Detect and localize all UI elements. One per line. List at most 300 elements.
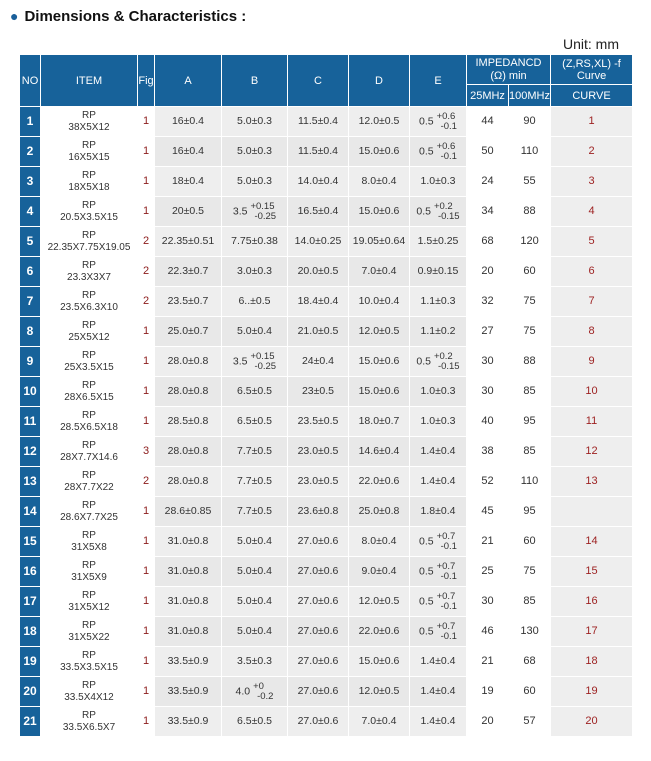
dim-e-cell-tolerance: [437, 622, 457, 642]
dim-e-cell: 1.1±0.3: [410, 287, 467, 317]
impedance-25mhz-cell: 38: [467, 437, 509, 467]
dim-d-cell: 19.05±0.64: [349, 227, 410, 257]
fig-cell: 2: [138, 287, 155, 317]
dim-c-cell: 14.0±0.4: [288, 167, 349, 197]
impedance-25mhz-cell: 19: [467, 677, 509, 707]
impedance-100mhz-cell: 90: [509, 107, 551, 137]
impedance-100mhz-cell: 95: [509, 497, 551, 527]
row-number: 15: [20, 527, 41, 557]
curve-cell: 9: [551, 347, 633, 377]
item-series: RP: [82, 379, 96, 391]
dim-e-cell: [410, 347, 467, 377]
fig-cell: 3: [138, 437, 155, 467]
table-row: [20, 287, 633, 317]
dim-c-cell: 21.0±0.5: [288, 317, 349, 347]
item-series: RP: [82, 649, 96, 661]
table-row: [20, 107, 633, 137]
col-b-header: B: [222, 55, 288, 107]
dim-d-cell: 25.0±0.8: [349, 497, 410, 527]
item-series: RP: [82, 169, 96, 181]
item-cell: [41, 707, 138, 737]
row-number: 7: [20, 287, 41, 317]
dim-a-cell: 22.35±0.51: [155, 227, 222, 257]
dim-c-cell: 27.0±0.6: [288, 527, 349, 557]
dim-e-cell-base: 0.5: [419, 535, 434, 547]
item-series: RP: [82, 679, 96, 691]
dim-e-cell-tolerance: [437, 112, 457, 132]
dim-c-cell: 18.4±0.4: [288, 287, 349, 317]
dim-a-cell: 33.5±0.9: [155, 647, 222, 677]
col-a-header: A: [155, 55, 222, 107]
dim-e-cell: 1.8±0.4: [410, 497, 467, 527]
item-series: RP: [82, 439, 96, 451]
item-series: RP: [82, 589, 96, 601]
dim-e-cell: 1.4±0.4: [410, 707, 467, 737]
item-cell: [41, 287, 138, 317]
dim-c-cell: 14.0±0.25: [288, 227, 349, 257]
dim-b-cell: [222, 677, 288, 707]
impedance-100mhz-cell: 55: [509, 167, 551, 197]
table-row: [20, 197, 633, 227]
fig-cell: 1: [138, 707, 155, 737]
curve-cell: 4: [551, 197, 633, 227]
dim-a-cell: 33.5±0.9: [155, 677, 222, 707]
item-series: RP: [82, 259, 96, 271]
impedance-25mhz-cell: 30: [467, 347, 509, 377]
item-cell: [41, 107, 138, 137]
curve-cell: 17: [551, 617, 633, 647]
item-size: 23.5X6.3X10: [60, 301, 118, 313]
dim-b-cell: 5.0±0.4: [222, 557, 288, 587]
table-row: [20, 167, 633, 197]
dim-d-cell: 7.0±0.4: [349, 707, 410, 737]
dim-e-cell: [410, 557, 467, 587]
dim-e-cell: [410, 197, 467, 227]
dim-a-cell: 31.0±0.8: [155, 617, 222, 647]
item-cell: [41, 467, 138, 497]
fig-cell: 1: [138, 677, 155, 707]
dim-d-cell: 8.0±0.4: [349, 527, 410, 557]
impedance-100mhz-cell: 85: [509, 377, 551, 407]
item-size: 28X7.7X22: [64, 481, 114, 493]
curve-cell: 6: [551, 257, 633, 287]
col-no-header: NO: [20, 55, 41, 107]
dim-c-cell: 27.0±0.6: [288, 677, 349, 707]
impedance-100mhz-cell: 120: [509, 227, 551, 257]
row-number: 16: [20, 557, 41, 587]
curve-cell: 8: [551, 317, 633, 347]
dim-e-cell: 1.4±0.4: [410, 437, 467, 467]
item-size: 18X5X18: [68, 181, 110, 193]
dim-a-cell: 33.5±0.9: [155, 707, 222, 737]
impedance-100mhz-cell: 88: [509, 197, 551, 227]
curve-cell: 10: [551, 377, 633, 407]
row-number: 21: [20, 707, 41, 737]
dim-c-cell: 23.0±0.5: [288, 437, 349, 467]
impedance-25mhz-cell: 25: [467, 557, 509, 587]
dim-a-cell: 28.6±0.85: [155, 497, 222, 527]
item-cell: [41, 527, 138, 557]
item-cell: [41, 647, 138, 677]
dim-d-cell: 10.0±0.4: [349, 287, 410, 317]
dim-b-cell-tol-upper: +0: [253, 680, 264, 692]
item-cell: [41, 377, 138, 407]
item-series: RP: [82, 199, 96, 211]
fig-cell: 1: [138, 587, 155, 617]
dim-b-cell: 5.0±0.3: [222, 137, 288, 167]
impedance-header: [467, 55, 551, 85]
table-row: [20, 137, 633, 167]
curve-cell: 3: [551, 167, 633, 197]
impedance-100mhz-cell: 85: [509, 437, 551, 467]
dim-d-cell: 22.0±0.6: [349, 467, 410, 497]
dim-b-cell: 7.7±0.5: [222, 467, 288, 497]
row-number: 17: [20, 587, 41, 617]
impedance-100mhz-cell: 88: [509, 347, 551, 377]
dim-b-cell: 6.5±0.5: [222, 407, 288, 437]
dim-e-cell-tol-lower: -0.15: [437, 210, 460, 222]
dim-a-cell: 28.5±0.8: [155, 407, 222, 437]
item-series: RP: [82, 409, 96, 421]
item-cell: [41, 317, 138, 347]
item-cell: [41, 347, 138, 377]
item-cell: [41, 587, 138, 617]
item-cell: [41, 257, 138, 287]
col-curve-header: CURVE: [551, 85, 633, 107]
dim-b-cell-base: 3.5: [232, 205, 248, 217]
fig-cell: 2: [138, 467, 155, 497]
dim-b-cell-tolerance: [250, 352, 276, 372]
curve-cell: 1: [551, 107, 633, 137]
dim-b-cell-base: 4.0: [235, 685, 251, 697]
dim-e-cell-base: 0.5: [416, 355, 432, 367]
dim-e-cell-base: 0.5: [419, 115, 434, 127]
curve-cell: 7: [551, 287, 633, 317]
dim-b-cell: 3.0±0.3: [222, 257, 288, 287]
dim-e-cell: 1.4±0.4: [410, 467, 467, 497]
fig-cell: 1: [138, 557, 155, 587]
col-d-header: D: [349, 55, 410, 107]
dim-e-cell: [410, 137, 467, 167]
fig-cell: 1: [138, 107, 155, 137]
impedance-100mhz-cell: 60: [509, 677, 551, 707]
dim-a-cell: 18±0.4: [155, 167, 222, 197]
dim-a-cell: 25.0±0.7: [155, 317, 222, 347]
impedance-100mhz-cell: 75: [509, 317, 551, 347]
item-series: RP: [82, 469, 96, 481]
item-cell: [41, 437, 138, 467]
dim-b-cell: 7.7±0.5: [222, 437, 288, 467]
bullet-icon: ●: [10, 8, 19, 24]
item-series: RP: [82, 109, 96, 121]
dim-b-cell-tol-lower: -0.25: [254, 210, 277, 222]
item-size: 16X5X15: [68, 151, 110, 163]
dim-e-cell-base: 0.5: [416, 205, 432, 217]
fig-cell: 1: [138, 407, 155, 437]
dim-e-cell-tolerance: [437, 592, 457, 612]
row-number: 11: [20, 407, 41, 437]
table-row: [20, 617, 633, 647]
impedance-100mhz-cell: 57: [509, 707, 551, 737]
dim-d-cell: 8.0±0.4: [349, 167, 410, 197]
item-cell: [41, 407, 138, 437]
dim-b-cell: 6..±0.5: [222, 287, 288, 317]
dim-e-cell-tol-lower: -0.1: [440, 600, 457, 612]
item-size: 22.35X7.75X19.05: [47, 241, 131, 253]
item-series: RP: [82, 529, 96, 541]
curve-cell: [551, 497, 633, 527]
impedance-100mhz-cell: 60: [509, 527, 551, 557]
curve-cell: 2: [551, 137, 633, 167]
item-series: RP: [82, 709, 96, 721]
section-title: Dimensions & Characteristics :: [24, 8, 247, 25]
item-series: RP: [82, 499, 96, 511]
dim-e-cell-tolerance: [434, 202, 460, 222]
item-cell: [41, 497, 138, 527]
dim-c-cell: 24±0.4: [288, 347, 349, 377]
table-body: [20, 107, 633, 737]
table-row: [20, 497, 633, 527]
impedance-unit: (Ω) min: [490, 69, 527, 82]
dim-b-cell: 5.0±0.3: [222, 167, 288, 197]
dim-c-cell: 27.0±0.6: [288, 557, 349, 587]
dim-e-cell-tolerance: [437, 562, 457, 582]
dim-e-cell-base: 0.5: [419, 625, 434, 637]
dim-b-cell: 5.0±0.4: [222, 317, 288, 347]
item-cell: [41, 167, 138, 197]
dim-b-cell: 6.5±0.5: [222, 377, 288, 407]
dim-c-cell: 23±0.5: [288, 377, 349, 407]
dim-e-cell-base: 0.5: [419, 145, 434, 157]
dim-c-cell: 20.0±0.5: [288, 257, 349, 287]
impedance-25mhz-cell: 68: [467, 227, 509, 257]
table-row: [20, 437, 633, 467]
dim-e-cell: 1.1±0.2: [410, 317, 467, 347]
dim-e-cell-tol-lower: -0.15: [437, 360, 460, 372]
dim-e-cell: 1.0±0.3: [410, 377, 467, 407]
dim-c-cell: 23.6±0.8: [288, 497, 349, 527]
row-number: 8: [20, 317, 41, 347]
table-row: [20, 467, 633, 497]
table-row: [20, 257, 633, 287]
item-size: 31X5X9: [71, 571, 107, 583]
curve-cell: 5: [551, 227, 633, 257]
item-size: 38X5X12: [68, 121, 110, 133]
item-size: 33.5X3.5X15: [60, 661, 118, 673]
dim-d-cell: 12.0±0.5: [349, 677, 410, 707]
dim-e-cell-tol-upper: +0.2: [433, 200, 453, 212]
impedance-100mhz-cell: 85: [509, 587, 551, 617]
section-heading: [10, 8, 246, 25]
item-series: RP: [82, 289, 96, 301]
dim-e-cell: 0.9±0.15: [410, 257, 467, 287]
impedance-100mhz-cell: 130: [509, 617, 551, 647]
impedance-100mhz-cell: 68: [509, 647, 551, 677]
curve-cell: 13: [551, 467, 633, 497]
item-size: 25X3.5X15: [64, 361, 114, 373]
item-cell: [41, 557, 138, 587]
curve-cell: 19: [551, 677, 633, 707]
row-number: 1: [20, 107, 41, 137]
dim-e-cell-tol-upper: +0.7: [436, 560, 456, 572]
item-cell: [41, 227, 138, 257]
curve-cell: 11: [551, 407, 633, 437]
dim-b-cell: 3.5±0.3: [222, 647, 288, 677]
dim-e-cell-tol-upper: +0.7: [436, 620, 456, 632]
dim-a-cell: 28.0±0.8: [155, 467, 222, 497]
dim-a-cell: 16±0.4: [155, 107, 222, 137]
table-row: [20, 347, 633, 377]
fig-cell: 1: [138, 317, 155, 347]
item-size: 23.3X3X7: [67, 271, 111, 283]
impedance-25mhz-cell: 30: [467, 587, 509, 617]
row-number: 14: [20, 497, 41, 527]
row-number: 12: [20, 437, 41, 467]
dim-d-cell: 14.6±0.4: [349, 437, 410, 467]
row-number: 5: [20, 227, 41, 257]
curve-cell: 14: [551, 527, 633, 557]
dim-b-cell: 7.75±0.38: [222, 227, 288, 257]
dim-e-cell: 1.0±0.3: [410, 407, 467, 437]
dim-a-cell: 22.3±0.7: [155, 257, 222, 287]
item-size: 33.5X4X12: [64, 691, 114, 703]
dim-a-cell: 31.0±0.8: [155, 557, 222, 587]
curve-cell: 12: [551, 437, 633, 467]
dim-d-cell: 12.0±0.5: [349, 587, 410, 617]
dim-e-cell: 1.0±0.3: [410, 167, 467, 197]
dim-e-cell-tol-upper: +0.7: [436, 590, 456, 602]
dim-c-cell: 23.5±0.5: [288, 407, 349, 437]
fig-cell: 1: [138, 347, 155, 377]
impedance-25mhz-cell: 27: [467, 317, 509, 347]
dim-b-cell: 5.0±0.4: [222, 527, 288, 557]
dim-e-cell: [410, 527, 467, 557]
dim-a-cell: 20±0.5: [155, 197, 222, 227]
dim-d-cell: 15.0±0.6: [349, 377, 410, 407]
impedance-25mhz-cell: 21: [467, 527, 509, 557]
dim-e-cell-tolerance: [434, 352, 460, 372]
item-size: 28.5X6.5X18: [60, 421, 118, 433]
dim-e-cell: 1.4±0.4: [410, 647, 467, 677]
impedance-25mhz-cell: 40: [467, 407, 509, 437]
dim-b-cell: 5.0±0.4: [222, 587, 288, 617]
fig-cell: 1: [138, 197, 155, 227]
fig-cell: 1: [138, 137, 155, 167]
impedance-25mhz-cell: 46: [467, 617, 509, 647]
dim-c-cell: 11.5±0.4: [288, 137, 349, 167]
impedance-100mhz-cell: 75: [509, 557, 551, 587]
table-row: [20, 377, 633, 407]
fig-cell: 1: [138, 617, 155, 647]
dim-a-cell: 23.5±0.7: [155, 287, 222, 317]
dim-e-cell: 1.5±0.25: [410, 227, 467, 257]
dim-e-cell-tol-lower: -0.1: [440, 540, 457, 552]
dim-d-cell: 9.0±0.4: [349, 557, 410, 587]
item-series: RP: [82, 349, 96, 361]
dim-e-cell-tol-upper: +0.6: [436, 140, 456, 152]
table-row: [20, 647, 633, 677]
col-100mhz-header: 100MHz: [509, 85, 551, 107]
dim-e-cell-tol-upper: +0.7: [436, 530, 456, 542]
impedance-25mhz-cell: 30: [467, 377, 509, 407]
dim-e-cell-base: 0.5: [419, 565, 434, 577]
dim-b-cell-tol-lower: -0.2: [257, 690, 274, 702]
dim-b-cell-tol-upper: +0.15: [250, 350, 275, 362]
dim-b-cell: [222, 197, 288, 227]
impedance-100mhz-cell: 110: [509, 137, 551, 167]
dim-e-cell-tol-lower: -0.1: [440, 120, 457, 132]
dim-b-cell: 5.0±0.4: [222, 617, 288, 647]
row-number: 18: [20, 617, 41, 647]
impedance-25mhz-cell: 24: [467, 167, 509, 197]
table-row: [20, 527, 633, 557]
item-cell: [41, 677, 138, 707]
table-row: [20, 677, 633, 707]
dim-c-cell: 27.0±0.6: [288, 617, 349, 647]
row-number: 6: [20, 257, 41, 287]
dim-b-cell: [222, 347, 288, 377]
curve-cell: 20: [551, 707, 633, 737]
col-c-header: C: [288, 55, 349, 107]
dim-b-cell-base: 3.5: [232, 355, 248, 367]
dim-b-cell-tolerance: [250, 202, 276, 222]
curve-cell: 15: [551, 557, 633, 587]
item-size: 28.6X7.7X25: [60, 511, 118, 523]
row-number: 19: [20, 647, 41, 677]
dim-e-cell-tol-upper: +0.2: [433, 350, 453, 362]
item-size: 28X7.7X14.6: [60, 451, 118, 463]
dim-c-cell: 16.5±0.4: [288, 197, 349, 227]
dim-c-cell: 23.0±0.5: [288, 467, 349, 497]
impedance-25mhz-cell: 20: [467, 257, 509, 287]
impedance-25mhz-cell: 44: [467, 107, 509, 137]
dim-e-cell: 1.4±0.4: [410, 677, 467, 707]
fig-cell: 1: [138, 167, 155, 197]
col-e-header: E: [410, 55, 467, 107]
dim-a-cell: 31.0±0.8: [155, 527, 222, 557]
dim-b-cell-tolerance: [253, 682, 273, 702]
dim-e-cell-tol-lower: -0.1: [440, 570, 457, 582]
dim-d-cell: 12.0±0.5: [349, 107, 410, 137]
dim-e-cell-tolerance: [437, 142, 457, 162]
impedance-25mhz-cell: 32: [467, 287, 509, 317]
curve-cell: 16: [551, 587, 633, 617]
impedance-25mhz-cell: 34: [467, 197, 509, 227]
curve-cell: 18: [551, 647, 633, 677]
fig-cell: 1: [138, 527, 155, 557]
dim-b-cell: 5.0±0.3: [222, 107, 288, 137]
dim-e-cell: [410, 617, 467, 647]
fig-cell: 1: [138, 647, 155, 677]
dim-b-cell: 7.7±0.5: [222, 497, 288, 527]
dim-a-cell: 28.0±0.8: [155, 377, 222, 407]
impedance-25mhz-cell: 50: [467, 137, 509, 167]
table-row: [20, 227, 633, 257]
row-number: 20: [20, 677, 41, 707]
impedance-title: IMPEDANCD: [475, 56, 542, 69]
item-series: RP: [82, 619, 96, 631]
dim-e-cell-tol-lower: -0.1: [440, 630, 457, 642]
col-item-header: ITEM: [41, 55, 138, 107]
table-row: [20, 707, 633, 737]
impedance-100mhz-cell: 95: [509, 407, 551, 437]
fig-cell: 2: [138, 257, 155, 287]
item-size: 20.5X3.5X15: [60, 211, 118, 223]
table-row: [20, 587, 633, 617]
item-series: RP: [82, 319, 96, 331]
impedance-100mhz-cell: 60: [509, 257, 551, 287]
dim-b-cell-tol-upper: +0.15: [250, 200, 275, 212]
